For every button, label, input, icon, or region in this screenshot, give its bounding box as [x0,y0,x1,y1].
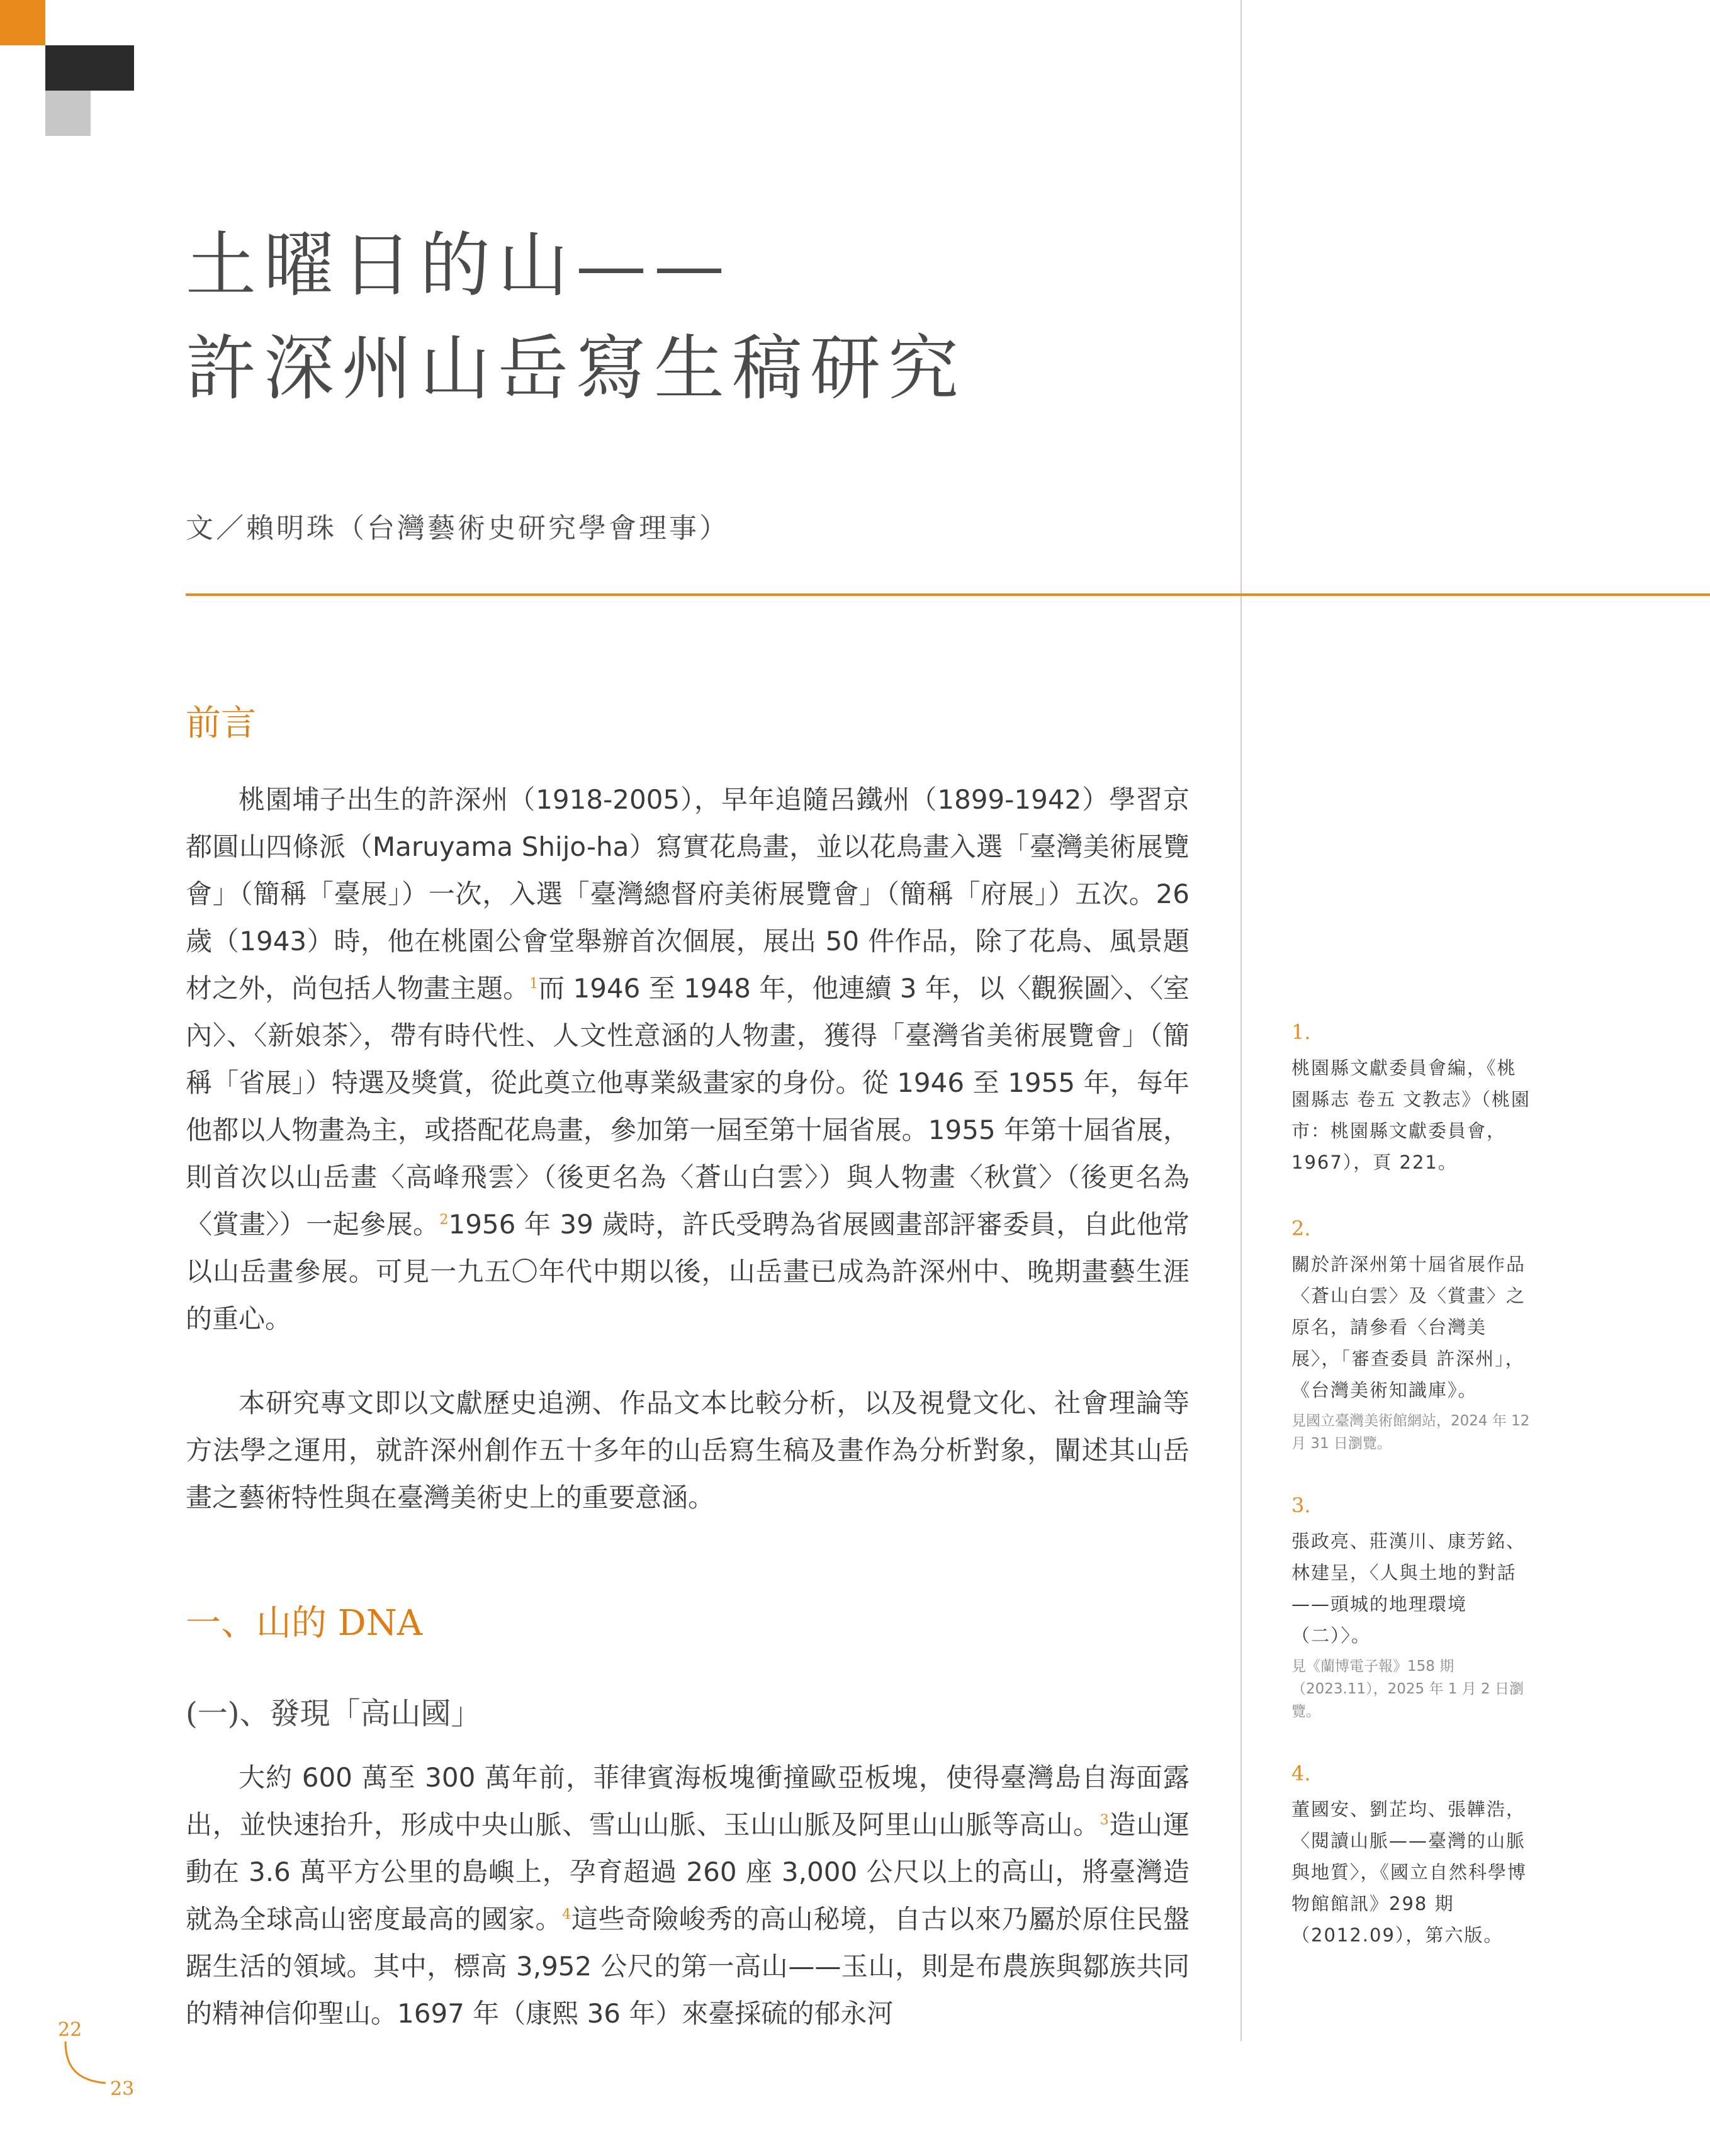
footnote-2 [1291,1215,1531,1455]
footnote-text: 關於許深州第十屆省展作品〈蒼山白雲〉及〈賞畫〉之原名，請參看〈台灣美展〉，「審查委員 許深州」，《台灣美術知識庫》。 [1291,1254,1526,1401]
page-curve-ornament [62,2039,112,2089]
title-line-2: 許深州山岳寫生稿研究 [186,328,966,410]
footnote-3 [1291,1491,1531,1723]
page-number-right: 23 [110,2078,135,2100]
footnote-4 [1291,1760,1531,1951]
page-number-left: 22 [58,2019,82,2041]
footnote-ref-4[interactable]: 4 [562,1907,571,1923]
footnote-number: 3. [1291,1493,1311,1517]
subsection-heading: (一)、發現「高山國」 [186,1696,481,1731]
footnote-number: 1. [1291,1020,1311,1044]
article-title [186,214,1218,420]
author-byline: 文／賴明珠（台灣藝術史研究學會理事） [186,512,729,544]
paragraph-1 [186,776,1190,1342]
footnote-number: 2. [1291,1216,1311,1240]
paragraph-2: 本研究專文即以文獻歷史追溯、作品文本比較分析，以及視覺文化、社會理論等方法學之運用，就許深州創作五十多年的山岳寫生稿及畫作為分析對象，闡述其山岳畫之藝術特性與在臺灣美術史上的重要意涵。 [186,1388,1190,1513]
footnote-source: 見《蘭博電子報》158 期（2023.11），2025 年 1 月 2 日瀏覽。 [1291,1658,1524,1720]
corner-dark-block [45,45,134,91]
footnote-ref-3[interactable]: 3 [1100,1812,1109,1828]
paragraph-1-part-3: 1956 年 39 歲時，許氏受聘為省展國畫部評審委員，自此他常以山岳畫參展。可見一九五〇年代中期以後，山岳畫已成為許深州中、晚期畫藝生涯的重心。 [186,1209,1190,1334]
footnote-ref-1[interactable]: 1 [529,976,539,992]
sidenotes-column [1291,1018,1531,1987]
corner-orange-square [0,0,45,45]
footnote-text: 張政亮、莊漢川、康芳銘、林建呈，〈人與土地的對話——頭城的地理環境（二）〉。 [1291,1530,1526,1646]
header-rule [186,593,1710,596]
footnote-number: 4. [1291,1761,1311,1785]
footnote-source: 見國立臺灣美術館網站，2024 年 12 月 31 日瀏覽。 [1291,1413,1530,1452]
footnote-text: 桃園縣文獻委員會編，《桃園縣志 卷五 文教志》（桃園市：桃園縣文獻委員會，1967），頁 221。 [1291,1057,1531,1173]
corner-gray-square [45,91,91,136]
footnote-text: 董國安、劉芷均、張韡浩，〈閱讀山脈——臺灣的山脈與地質〉，《國立自然科學博物館館訊》298 期（2012.09），第六版。 [1291,1799,1527,1946]
title-line-1: 土曜日的山—— [186,225,732,306]
paragraph-3-part-1: 大約 600 萬至 300 萬年前，菲律賓海板塊衝撞歐亞板塊，使得臺灣島自海面露出，並快速抬升，形成中央山脈、雪山山脈、玉山山脈及阿里山山脈等高山。 [186,1762,1190,1840]
footnote-1 [1291,1018,1531,1178]
footnote-ref-2[interactable]: 2 [439,1212,449,1228]
section-heading-one: 一、山的 DNA [186,1603,423,1644]
paragraph-1-part-2: 而 1946 至 1948 年，他連續 3 年，以〈觀猴圖〉、〈室內〉、〈新娘茶〉，帶有時代性、人文性意涵的人物畫，獲得「臺灣省美術展覽會」（簡稱「省展」）特選及獎賞，從此奠立他專業級畫家的身份。從 1946 至 1955 年，每年他都以人物畫為主，或搭配花鳥畫，參加第一屆至第十屆省展。1955 年第十屆省展，則首次以山岳畫〈高峰飛雲〉（後更名為〈蒼山白雲〉）與人物畫〈秋賞〉（後更名為〈賞畫〉）一起參展。 [186,973,1190,1240]
column-divider [1240,0,1242,2041]
paragraph-3 [186,1754,1190,2037]
paragraph-3-part-2: 造山運動在 3.6 萬平方公里的島嶼上，孕育超過 260 座 3,000 公尺以上的高山，將臺灣造就為全球高山密度最高的國家。 [186,1809,1190,1934]
paragraph-1-part-1: 桃園埔子出生的許深州（1918-2005），早年追隨呂鐵州（1899-1942）學習京都圓山四條派（Maruyama Shijo-ha）寫實花鳥畫，並以花鳥畫入選「臺灣美術展覽會」（簡稱「臺展」）一次，入選「臺灣總督府美術展覽會」（簡稱「府展」）五次。26 歲（1943）時，他在桃園公會堂舉辦首次個展，展出 50 件作品，除了花鳥、風景題材之外，尚包括人物畫主題。 [186,784,1190,1004]
section-heading-preface: 前言 [186,703,256,744]
paragraph-3-part-3: 這些奇險峻秀的高山秘境，自古以來乃屬於原住民盤踞生活的領域。其中，標高 3,952 公尺的第一高山——玉山，則是布農族與鄒族共同的精神信仰聖山。1697 年（康熙 36 年）來臺採硫的郁永河 [186,1904,1190,2029]
